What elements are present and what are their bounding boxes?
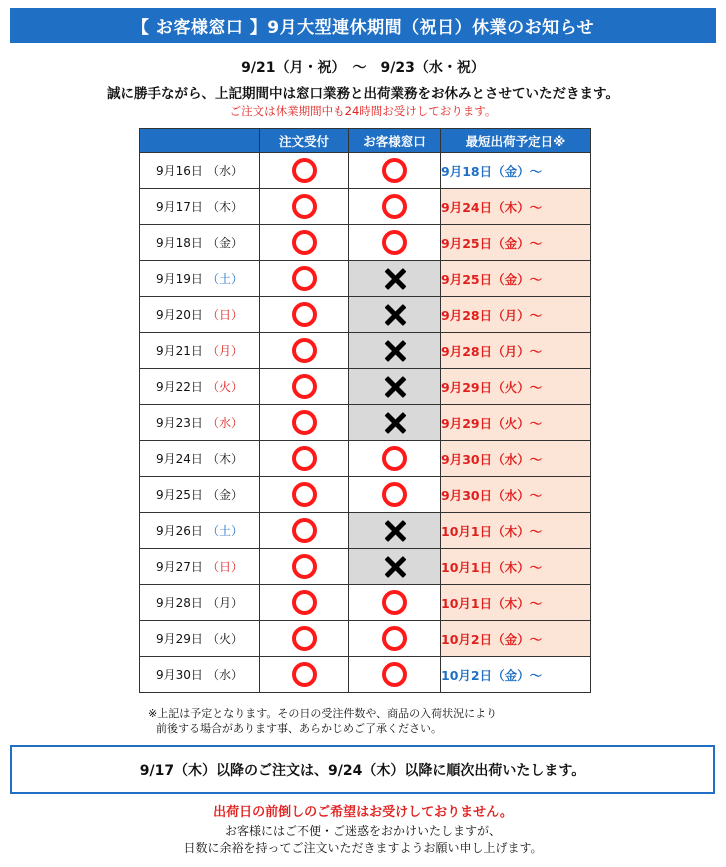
table-row <box>140 189 591 225</box>
table-row <box>140 297 591 333</box>
circle-icon <box>292 266 317 291</box>
weekday-text: （火） <box>206 380 243 394</box>
circle-icon <box>292 302 317 327</box>
date-text: 9月27日 <box>156 560 203 574</box>
window-status-cell <box>349 585 441 621</box>
header-order-acceptance: 注文受付 <box>260 129 349 153</box>
weekday-text: （月） <box>206 344 243 358</box>
header-customer-window: お客様窓口 <box>349 129 441 153</box>
order-status-cell <box>260 405 349 441</box>
window-status-cell <box>349 513 441 549</box>
order-status-cell <box>260 297 349 333</box>
circle-icon <box>292 554 317 579</box>
circle-icon <box>382 590 407 615</box>
holiday-period: 9/21（月・祝） ～ 9/23（水・祝） <box>241 60 485 76</box>
window-status-cell <box>349 657 441 693</box>
date-text: 9月30日 <box>156 668 203 682</box>
ship-date-cell: 9月28日（月）～ <box>441 297 591 333</box>
date-text: 9月21日 <box>156 344 203 358</box>
date-cell <box>140 189 260 225</box>
cross-icon <box>384 556 406 578</box>
order-status-cell <box>260 189 349 225</box>
weekday-text: （水） <box>206 164 243 178</box>
circle-icon <box>292 590 317 615</box>
date-cell <box>140 513 260 549</box>
date-text: 9月29日 <box>156 632 203 646</box>
circle-icon <box>292 518 317 543</box>
order-status-cell <box>260 153 349 189</box>
window-status-cell <box>349 477 441 513</box>
ship-date-cell: 9月18日（金）～ <box>441 153 591 189</box>
footnote-line-1: ※上記は予定となります。その日の受注件数や、商品の入荷状況により <box>148 707 498 720</box>
cross-icon <box>384 520 406 542</box>
date-cell <box>140 297 260 333</box>
weekday-text: （水） <box>206 668 243 682</box>
circle-icon <box>292 662 317 687</box>
circle-icon <box>292 374 317 399</box>
weekday-text: （金） <box>206 236 243 250</box>
footnote <box>148 706 608 736</box>
ship-date-cell: 9月29日（火）～ <box>441 369 591 405</box>
ship-date-cell: 10月2日（金）～ <box>441 621 591 657</box>
date-text: 9月26日 <box>156 524 203 538</box>
date-text: 9月16日 <box>156 164 203 178</box>
window-status-cell <box>349 333 441 369</box>
circle-icon <box>292 338 317 363</box>
window-status-cell <box>349 441 441 477</box>
window-status-cell <box>349 405 441 441</box>
circle-icon <box>382 446 407 471</box>
cross-icon <box>384 412 406 434</box>
date-text: 9月20日 <box>156 308 203 322</box>
date-cell <box>140 225 260 261</box>
schedule-body <box>140 153 591 693</box>
date-cell <box>140 405 260 441</box>
date-cell <box>140 441 260 477</box>
date-cell <box>140 261 260 297</box>
circle-icon <box>292 446 317 471</box>
circle-icon <box>382 158 407 183</box>
header-earliest-ship: 最短出荷予定日※ <box>441 129 591 153</box>
ship-date-cell: 9月24日（木）～ <box>441 189 591 225</box>
date-text: 9月23日 <box>156 416 203 430</box>
schedule-table <box>139 128 591 693</box>
closure-notice: 誠に勝手ながら、上記期間中は窓口業務と出荷業務をお休みとさせていただきます。 <box>107 86 619 102</box>
order-status-cell <box>260 621 349 657</box>
table-row <box>140 657 591 693</box>
date-cell <box>140 657 260 693</box>
date-cell <box>140 153 260 189</box>
ship-date-cell: 10月2日（金）～ <box>441 657 591 693</box>
table-row <box>140 153 591 189</box>
window-status-cell <box>349 297 441 333</box>
weekday-text: （木） <box>206 452 243 466</box>
order-status-cell <box>260 657 349 693</box>
table-row <box>140 333 591 369</box>
weekday-text: （土） <box>206 272 243 286</box>
date-text: 9月22日 <box>156 380 203 394</box>
date-text: 9月18日 <box>156 236 203 250</box>
circle-icon <box>292 158 317 183</box>
ship-date-cell: 10月1日（木）～ <box>441 513 591 549</box>
cross-icon <box>384 376 406 398</box>
weekday-text: （土） <box>206 524 243 538</box>
window-status-cell <box>349 189 441 225</box>
order-status-cell <box>260 585 349 621</box>
window-status-cell <box>349 549 441 585</box>
circle-icon <box>382 482 407 507</box>
date-cell <box>140 369 260 405</box>
window-status-cell <box>349 225 441 261</box>
window-status-cell <box>349 621 441 657</box>
table-row <box>140 585 591 621</box>
ship-date-cell: 9月30日（水）～ <box>441 441 591 477</box>
order-status-cell <box>260 333 349 369</box>
shipping-notice-text: 9/17（木）以降のご注文は、9/24（木）以降に順次出荷いたします。 <box>139 762 586 779</box>
cross-icon <box>384 340 406 362</box>
weekday-text: （木） <box>206 200 243 214</box>
page-title-banner <box>10 8 716 43</box>
date-text: 9月28日 <box>156 596 203 610</box>
order-acceptance-note: ご注文は休業期間中も24時間お受けしております。 <box>229 104 497 118</box>
order-status-cell <box>260 369 349 405</box>
table-row <box>140 225 591 261</box>
window-status-cell <box>349 369 441 405</box>
ship-date-cell: 9月25日（金）～ <box>441 261 591 297</box>
date-text: 9月19日 <box>156 272 203 286</box>
ship-date-cell: 9月30日（水）～ <box>441 477 591 513</box>
ship-date-cell: 9月25日（金）～ <box>441 225 591 261</box>
table-row <box>140 441 591 477</box>
page-title: 【 お客様窓口 】9月大型連休期間（祝日）休業のお知らせ <box>131 18 595 38</box>
circle-icon <box>292 230 317 255</box>
weekday-text: （日） <box>206 308 243 322</box>
table-row <box>140 513 591 549</box>
date-text: 9月25日 <box>156 488 203 502</box>
ship-date-cell: 10月1日（木）～ <box>441 549 591 585</box>
circle-icon <box>382 194 407 219</box>
date-cell <box>140 477 260 513</box>
order-status-cell <box>260 441 349 477</box>
order-status-cell <box>260 549 349 585</box>
date-text: 9月24日 <box>156 452 203 466</box>
weekday-text: （金） <box>206 488 243 502</box>
cross-icon <box>384 304 406 326</box>
weekday-text: （月） <box>206 596 243 610</box>
circle-icon <box>292 626 317 651</box>
ship-date-cell: 9月29日（火）～ <box>441 405 591 441</box>
circle-icon <box>292 410 317 435</box>
table-row <box>140 405 591 441</box>
circle-icon <box>382 662 407 687</box>
table-row <box>140 261 591 297</box>
footnote-line-2: 前後する場合があります事、あらかじめご了承ください。 <box>156 722 442 735</box>
ship-date-cell: 9月28日（月）～ <box>441 333 591 369</box>
schedule-header-row <box>140 129 591 153</box>
weekday-text: （日） <box>206 560 243 574</box>
apology-line-2: 日数に余裕を持ってご注文いただきますようお願い申し上げます。 <box>183 841 543 855</box>
shipping-notice-box <box>10 745 715 794</box>
table-row <box>140 621 591 657</box>
order-status-cell <box>260 513 349 549</box>
date-cell <box>140 333 260 369</box>
cross-icon <box>384 268 406 290</box>
no-expedite-notice: 出荷日の前倒しのご希望はお受けしておりません。 <box>213 805 513 820</box>
date-text: 9月17日 <box>156 200 203 214</box>
weekday-text: （水） <box>206 416 243 430</box>
date-cell <box>140 585 260 621</box>
apology-line-1: お客様にはご不便・ご迷惑をおかけいたしますが、 <box>224 824 501 838</box>
circle-icon <box>382 230 407 255</box>
date-cell <box>140 621 260 657</box>
window-status-cell <box>349 261 441 297</box>
date-cell <box>140 549 260 585</box>
table-row <box>140 369 591 405</box>
circle-icon <box>292 194 317 219</box>
order-status-cell <box>260 225 349 261</box>
ship-date-cell: 10月1日（木）～ <box>441 585 591 621</box>
circle-icon <box>382 626 407 651</box>
weekday-text: （火） <box>206 632 243 646</box>
order-status-cell <box>260 477 349 513</box>
header-date <box>140 129 260 153</box>
order-status-cell <box>260 261 349 297</box>
window-status-cell <box>349 153 441 189</box>
table-row <box>140 549 591 585</box>
circle-icon <box>292 482 317 507</box>
table-row <box>140 477 591 513</box>
